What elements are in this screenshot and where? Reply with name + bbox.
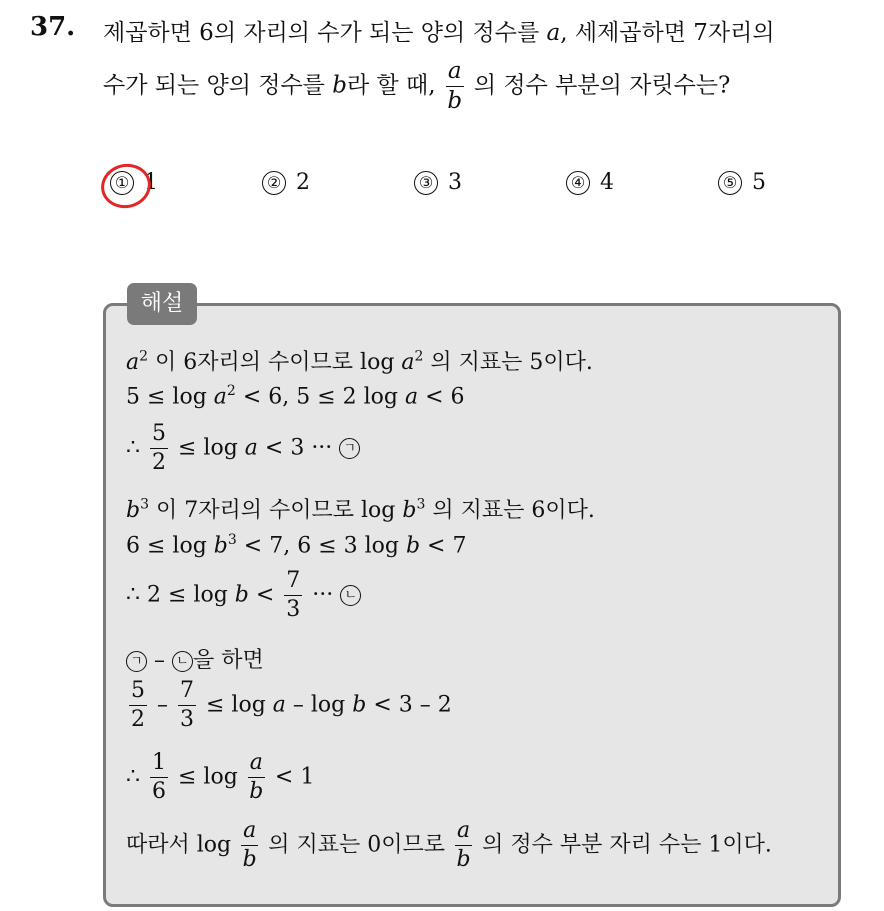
question-number: 37. bbox=[30, 12, 76, 42]
solution-line-1: $a^2$ 이 6자리의 수이므로 $\log a^2$ 의 지표는 5이다. bbox=[126, 348, 593, 375]
choice-4[interactable]: ④ 4 bbox=[566, 170, 614, 195]
fraction-a-over-b: $\frac{a}{b}$ bbox=[447, 58, 463, 114]
solution-line-10: 따라서 log $\frac{a}{b}$ 의 지표는 0이므로 $\frac{a}{b}$ 의 정수 부분 자리 수는 1이다. bbox=[126, 818, 772, 872]
question-line-1: 제곱하면 6의 자리의 수가 되는 양의 정수를 a, 세제곱하면 7자리의 bbox=[103, 20, 775, 46]
choice-5[interactable]: ⑤ 5 bbox=[718, 170, 766, 195]
solution-line-9: ∴ $\frac{1}{6}$ ≤ log $\frac{a}{b}$ < 1 bbox=[126, 750, 315, 804]
circled-giyeok-icon: ㄱ bbox=[126, 651, 147, 672]
choice-number-icon: ⑤ bbox=[718, 171, 742, 195]
solution-line-2: $5 \le \log a^2 < 6$, 5 ≤ 2 log a < 6 bbox=[126, 383, 465, 410]
question-line-2: 수가 되는 양의 정수를 b라 할 때, $\frac{a}{b}$ 의 정수 부분의 자릿수는? bbox=[103, 58, 731, 114]
choice-1[interactable]: ① 1 bbox=[110, 170, 158, 195]
solution-badge: 해설 bbox=[127, 283, 197, 325]
solution-line-7: ㄱ – ㄴ 을 하면 bbox=[126, 643, 264, 674]
choice-number-icon: ③ bbox=[414, 171, 438, 195]
solution-line-6: ∴ 2 ≤ log b < $\frac{7}{3}$ ··· ㄴ bbox=[126, 570, 361, 621]
choice-2[interactable]: ② 2 bbox=[262, 170, 310, 195]
choice-number-icon: ② bbox=[262, 171, 286, 195]
solution-line-4: $b^3$ 이 7자리의 수이므로 $\log b^3$ 의 지표는 6이다. bbox=[126, 496, 595, 523]
solution-line-3: ∴ $\frac{5}{2}$ ≤ log a < 3 ··· ㄱ bbox=[126, 423, 360, 474]
circled-nieun-icon: ㄴ bbox=[340, 585, 361, 606]
answer-mark-circle bbox=[97, 159, 155, 212]
solution-line-8: $\frac{5}{2}$ – $\frac{7}{3}$ ≤ log a – log b < 3 – 2 bbox=[131, 678, 452, 732]
circled-giyeok-icon: ㄱ bbox=[339, 438, 360, 459]
choice-number-icon: ① bbox=[110, 171, 134, 195]
solution-line-5: $6 \le \log b^3 < 7$, 6 ≤ 3 log b < 7 bbox=[126, 532, 467, 559]
circled-nieun-icon: ㄴ bbox=[172, 651, 193, 672]
choice-number-icon: ④ bbox=[566, 171, 590, 195]
choice-3[interactable]: ③ 3 bbox=[414, 170, 462, 195]
